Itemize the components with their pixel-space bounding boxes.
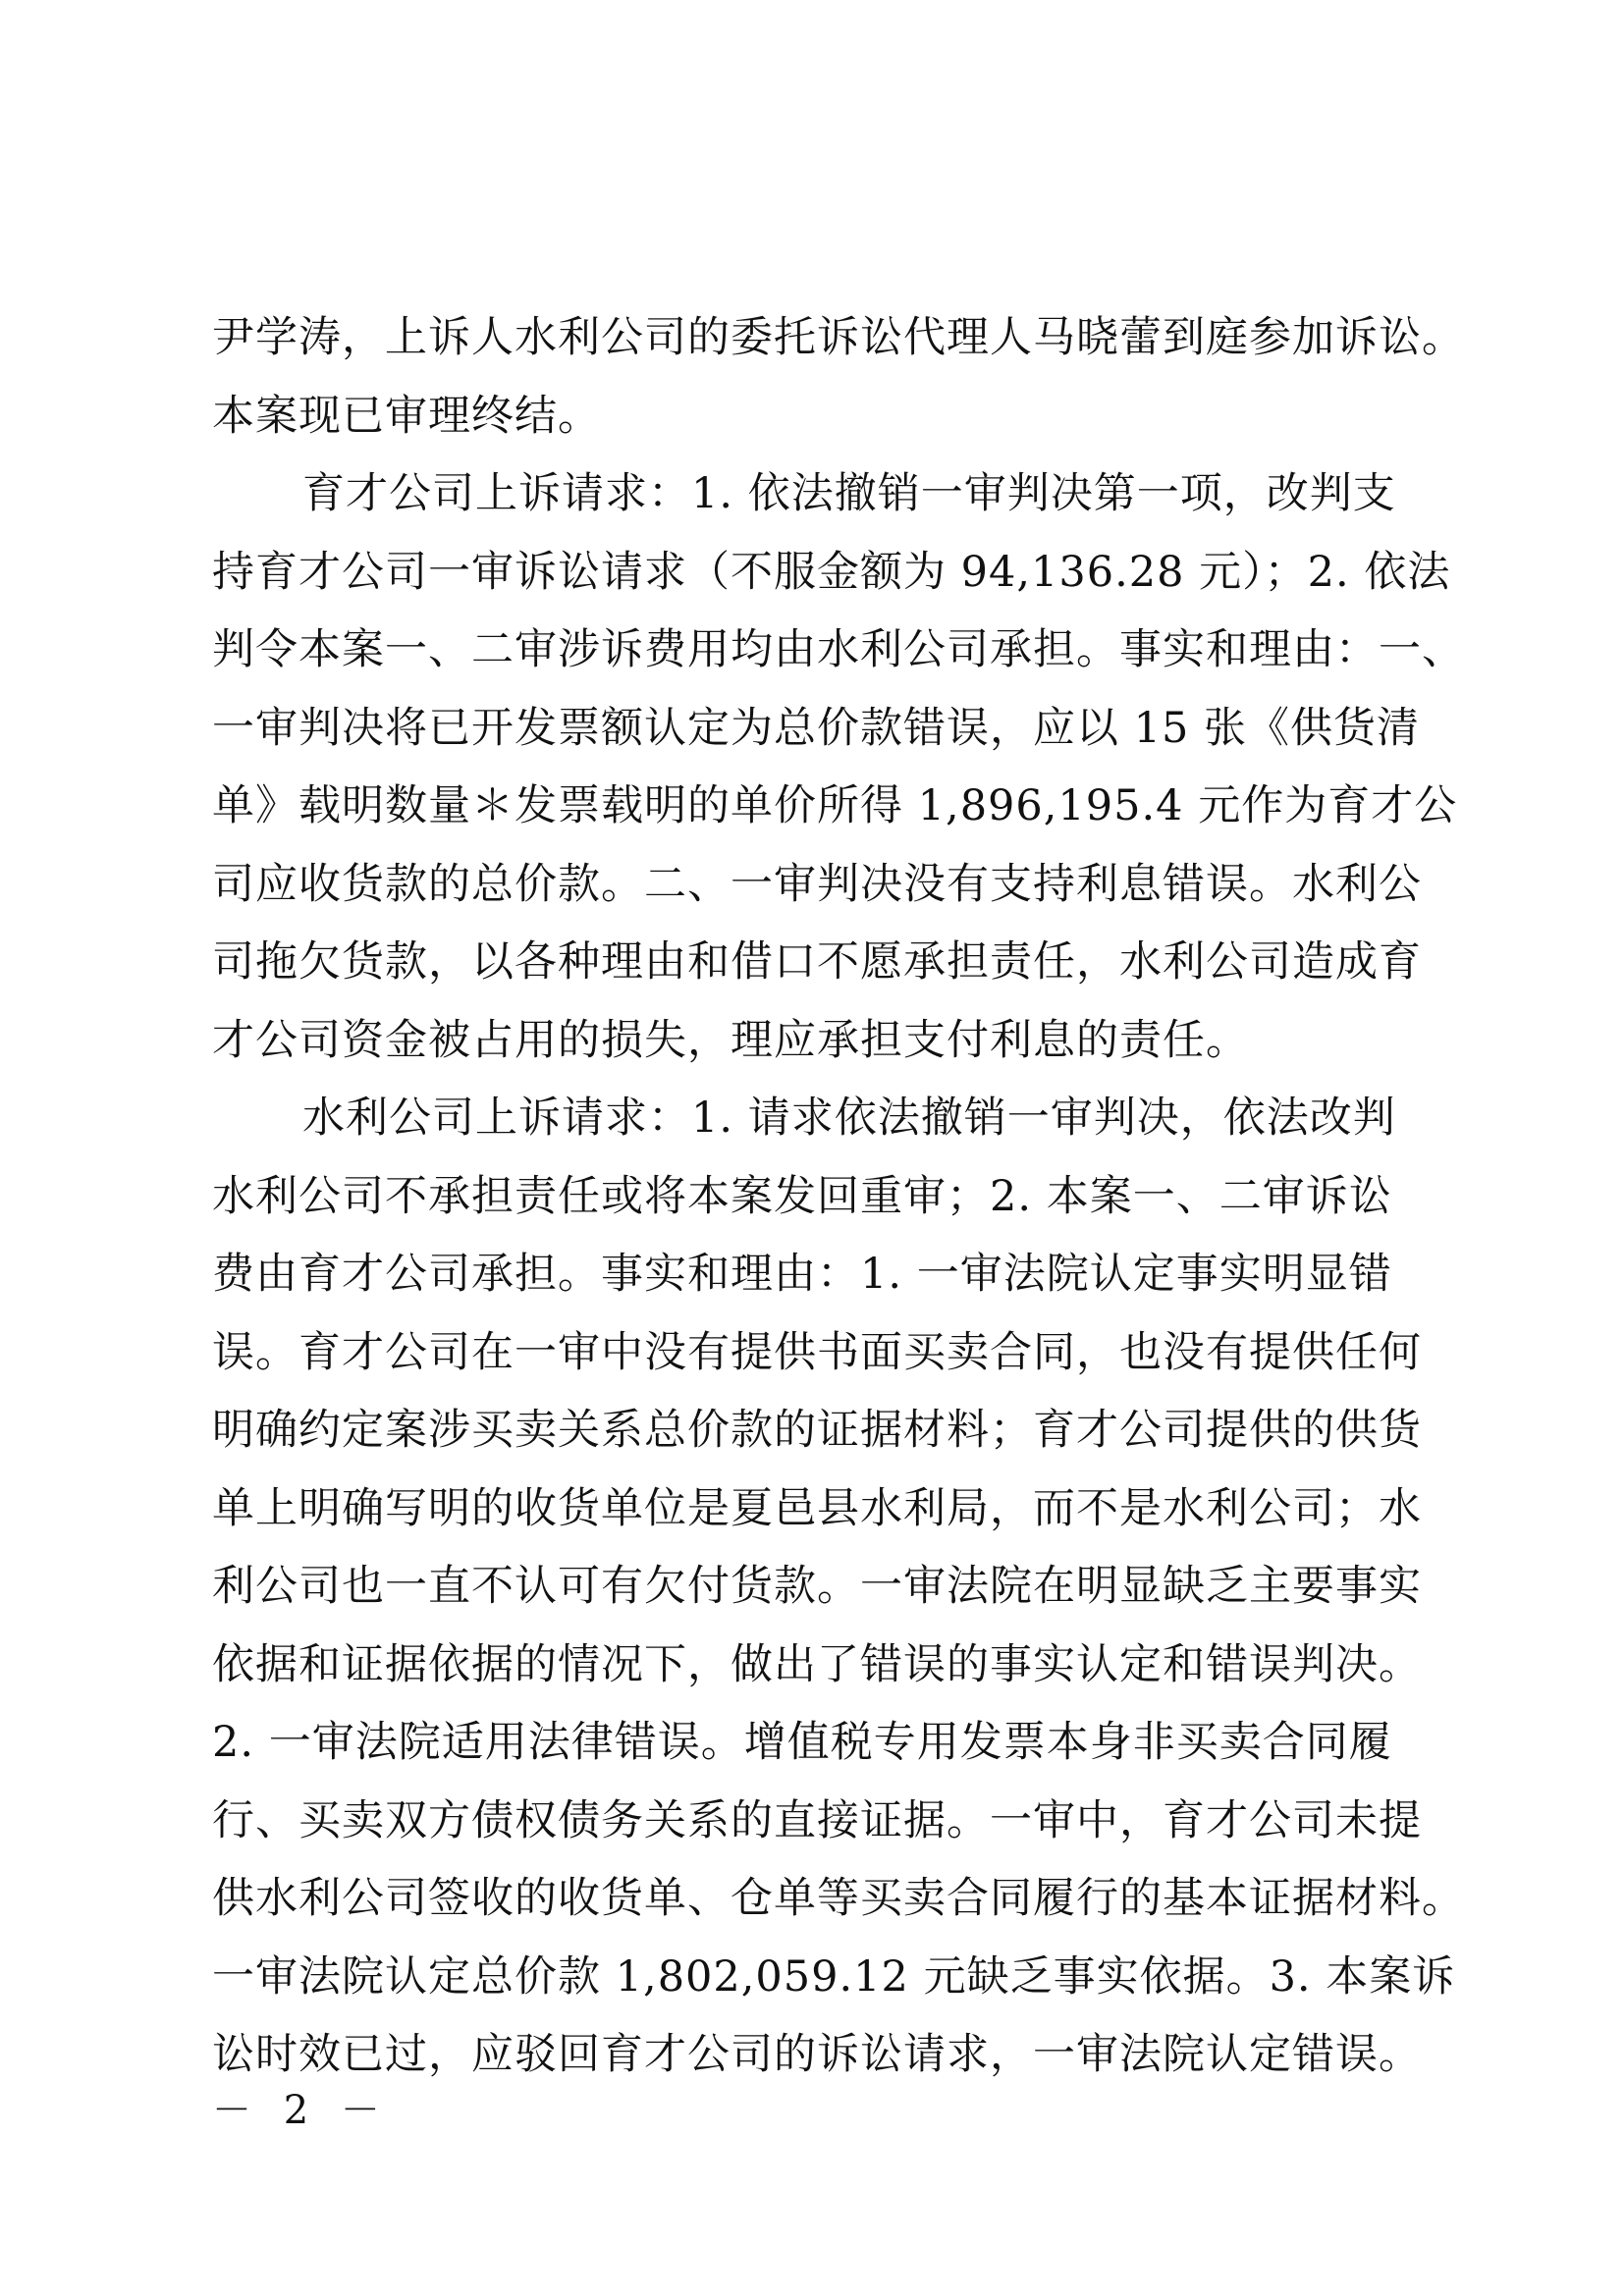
text-line: 明确约定案涉买卖关系总价款的证据材料；育才公司提供的供货 xyxy=(212,1406,1422,1455)
text-line: 供水利公司签收的收货单、仓单等买卖合同履行的基本证据材料。 xyxy=(212,1874,1465,1923)
text-line: 司拖欠货款，以各种理由和借口不愿承担责任，水利公司造成育 xyxy=(212,937,1422,987)
text-line: 2. 一审法院适用法律错误。增值税专用发票本身非买卖合同履 xyxy=(212,1718,1392,1767)
document-body xyxy=(212,299,1465,2095)
text-line: 判令本案一、二审涉诉费用均由水利公司承担。事实和理由：一、 xyxy=(212,625,1465,674)
text-line: 误。育才公司在一审中没有提供书面买卖合同，也没有提供任何 xyxy=(212,1327,1422,1377)
text-line: 依据和证据依据的情况下，做出了错误的事实认定和错误判决。 xyxy=(212,1639,1422,1689)
paragraph-start-line: 水利公司上诉请求：1. 请求依法撤销一审判决，依法改判 xyxy=(302,1094,1396,1143)
paragraph-start-line: 育才公司上诉请求：1. 依法撤销一审判决第一项，改判支 xyxy=(302,469,1396,518)
text-line: 水利公司不承担责任或将本案发回重审；2. 本案一、二审诉讼 xyxy=(212,1171,1392,1221)
page-number: － 2 － xyxy=(212,2088,390,2133)
text-line: 本案现已审理终结。 xyxy=(212,391,601,441)
text-line: 才公司资金被占用的损失，理应承担支付利息的责任。 xyxy=(212,1015,1249,1065)
text-line: 司应收货款的总价款。二、一审判决没有支持利息错误。水利公 xyxy=(212,859,1422,909)
text-line: 利公司也一直不认可有欠付货款。一审法院在明显缺乏主要事实 xyxy=(212,1562,1422,1611)
text-line: 一审判决将已开发票额认定为总价款错误，应以 15 张《供货清 xyxy=(212,703,1421,753)
text-line: 持育才公司一审诉讼请求（不服金额为 94,136.28 元）；2. 依法 xyxy=(212,547,1451,597)
text-line: 行、买卖双方债权债务关系的直接证据。一审中，育才公司未提 xyxy=(212,1795,1422,1845)
text-line: 单》载明数量＊发票载明的单价所得 1,896,195.4 元作为育才公 xyxy=(212,781,1458,830)
text-line: 尹学涛，上诉人水利公司的委托诉讼代理人马晓蕾到庭参加诉讼。 xyxy=(212,313,1465,362)
text-line: 讼时效已过，应驳回育才公司的诉讼请求，一审法院认定错误。 xyxy=(212,2030,1422,2079)
text-line: 单上明确写明的收货单位是夏邑县水利局，而不是水利公司；水 xyxy=(212,1483,1422,1533)
text-line: 一审法院认定总价款 1,802,059.12 元缺乏事实依据。3. 本案诉 xyxy=(212,1951,1456,2002)
text-line: 费由育才公司承担。事实和理由：1. 一审法院认定事实明显错 xyxy=(212,1250,1392,1299)
